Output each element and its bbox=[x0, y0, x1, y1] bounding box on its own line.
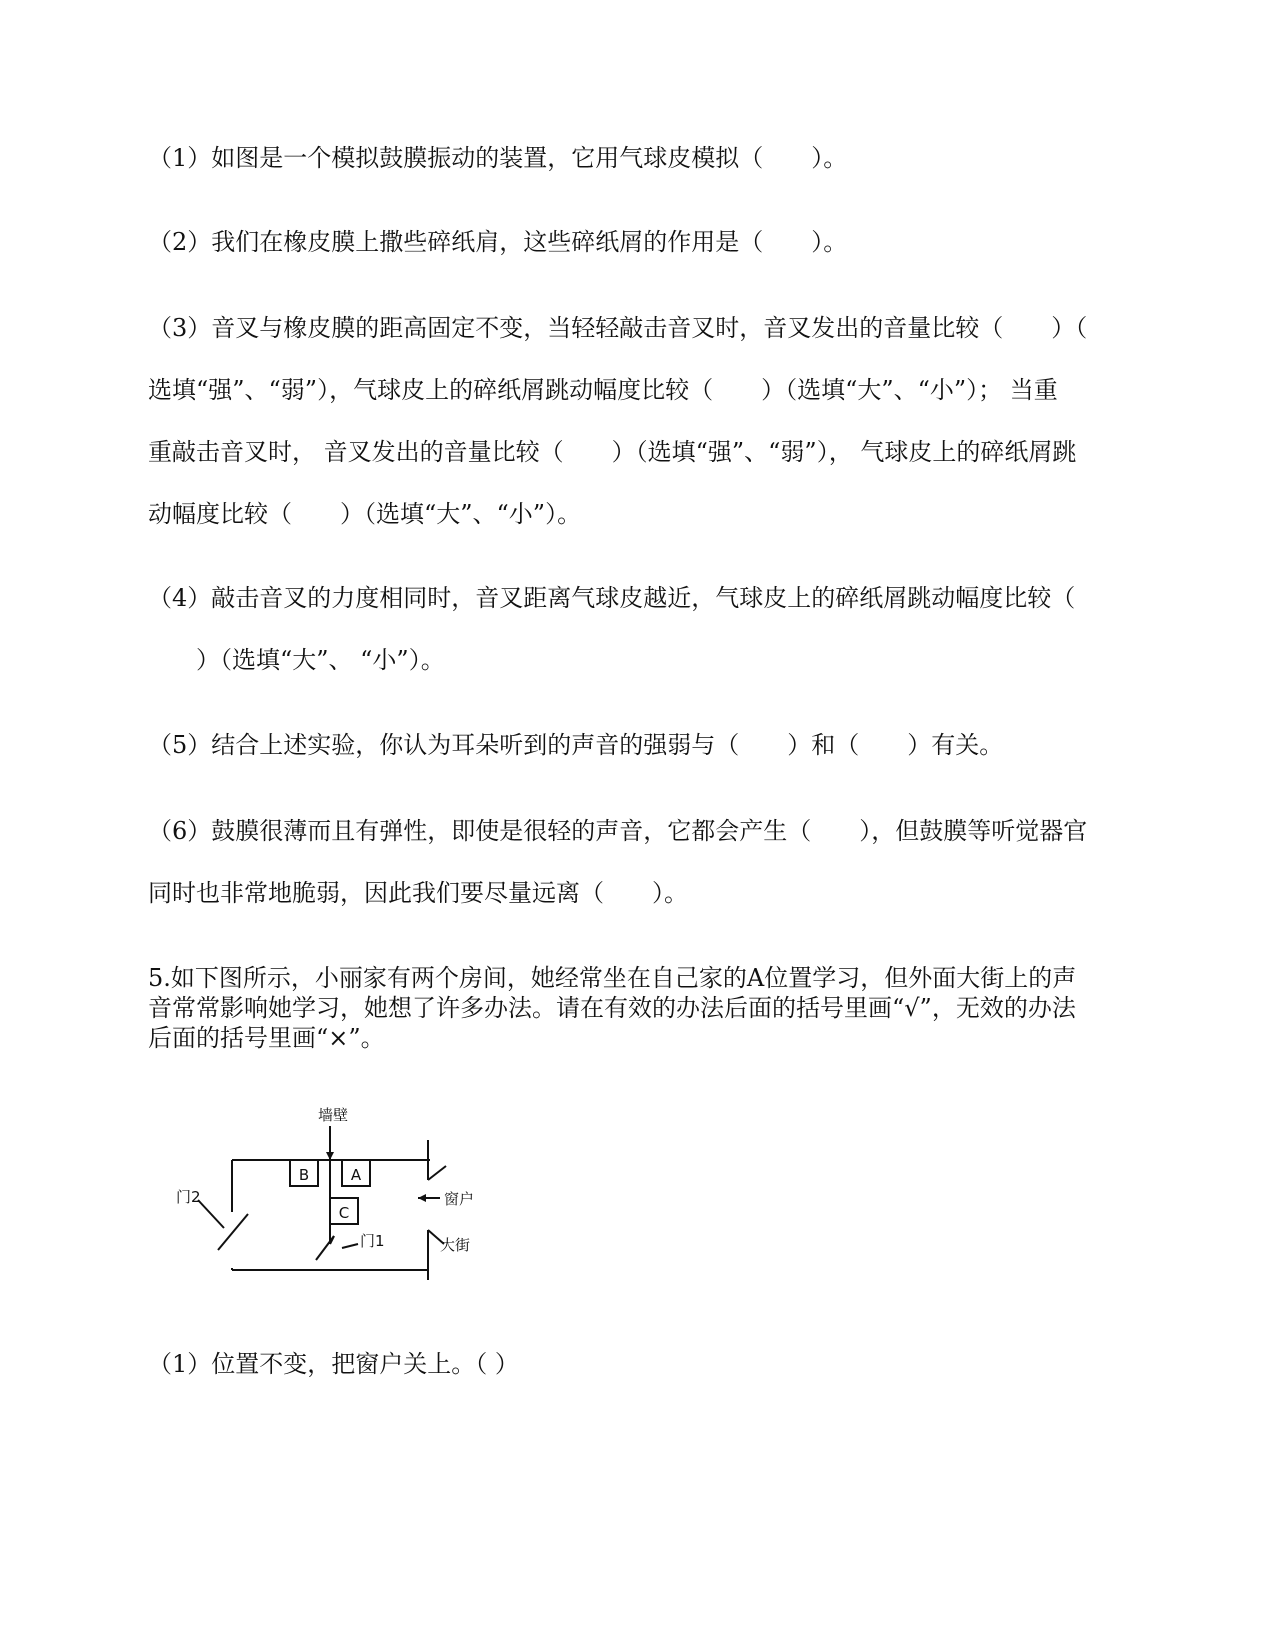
q5-sub1: （1）位置不变，把窗户关上。（ ） bbox=[148, 1350, 519, 1378]
q4-sub1: （1）如图是一个模拟鼓膜振动的装置，它用气球皮模拟（ ）。 bbox=[148, 144, 848, 172]
q4-sub5: （5）结合上述实验，你认为耳朵听到的声音的强弱与（ ）和（ ）有关。 bbox=[148, 731, 1004, 759]
q5-stem-line3: 后面的括号里画“×”。 bbox=[148, 1024, 385, 1052]
wall-arrowhead bbox=[326, 1152, 334, 1160]
q4-sub4-line1: （4）敲击音叉的力度相同时，音叉距离气球皮越近，气球皮上的碎纸屑跳动幅度比较（ bbox=[148, 584, 1076, 612]
door2-leaf bbox=[218, 1214, 248, 1250]
label-b: B bbox=[298, 1166, 310, 1184]
q5-stem bbox=[148, 963, 1128, 1053]
q4-sub3-line4: 动幅度比较（ ）（选填“大”、“小”）。 bbox=[148, 500, 582, 528]
door2-pointer bbox=[198, 1200, 224, 1228]
window-arrowhead bbox=[418, 1194, 426, 1202]
q5-stem-line1: 5.如下图所示，小丽家有两个房间，她经常坐在自己家的A位置学习，但外面大街上的声 bbox=[148, 964, 1077, 992]
floor-plan-figure bbox=[170, 1106, 500, 1340]
label-c: C bbox=[338, 1204, 350, 1222]
q4-sub2: （2）我们在橡皮膜上撒些碎纸肩，这些碎纸屑的作用是（ ）。 bbox=[148, 228, 848, 256]
label-wall: 墙壁 bbox=[318, 1106, 349, 1124]
label-door2: 门2 bbox=[176, 1188, 201, 1206]
label-street: 大街 bbox=[440, 1236, 471, 1254]
window-flap-top bbox=[428, 1166, 446, 1180]
q4-sub6-line1: （6）鼓膜很薄而且有弹性，即使是很轻的声音，它都会产生（ ），但鼓膜等听觉器官 bbox=[148, 817, 1088, 845]
label-door1: 门1 bbox=[360, 1232, 385, 1250]
q4-sub3-line3: 重敲击音叉时， 音叉发出的音量比较（ ）（选填“强”、“弱”）， 气球皮上的碎纸屑跳 bbox=[148, 438, 1077, 466]
q4-sub3-line1: （3）音叉与橡皮膜的距高固定不变，当轻轻敲击音叉时，音叉发出的音量比较（ ）（ bbox=[148, 314, 1088, 342]
door1-pointer bbox=[342, 1244, 358, 1248]
q4-sub3-line2: 选填“强”、“弱”），气球皮上的碎纸屑跳动幅度比较（ ）（选填“大”、“小”）； 当重 bbox=[148, 376, 1058, 404]
label-window: 窗户 bbox=[444, 1190, 475, 1208]
label-a: A bbox=[350, 1166, 362, 1184]
q4-sub6-line2: 同时也非常地脆弱，因此我们要尽量远离（ ）。 bbox=[148, 879, 688, 907]
q4-sub4-line2: ）（选填“大”、 “小”）。 bbox=[148, 646, 445, 674]
q5-stem-line2: 音常常影响她学习，她想了许多办法。请在有效的办法后面的括号里画“√”，无效的办法 bbox=[148, 994, 1076, 1022]
